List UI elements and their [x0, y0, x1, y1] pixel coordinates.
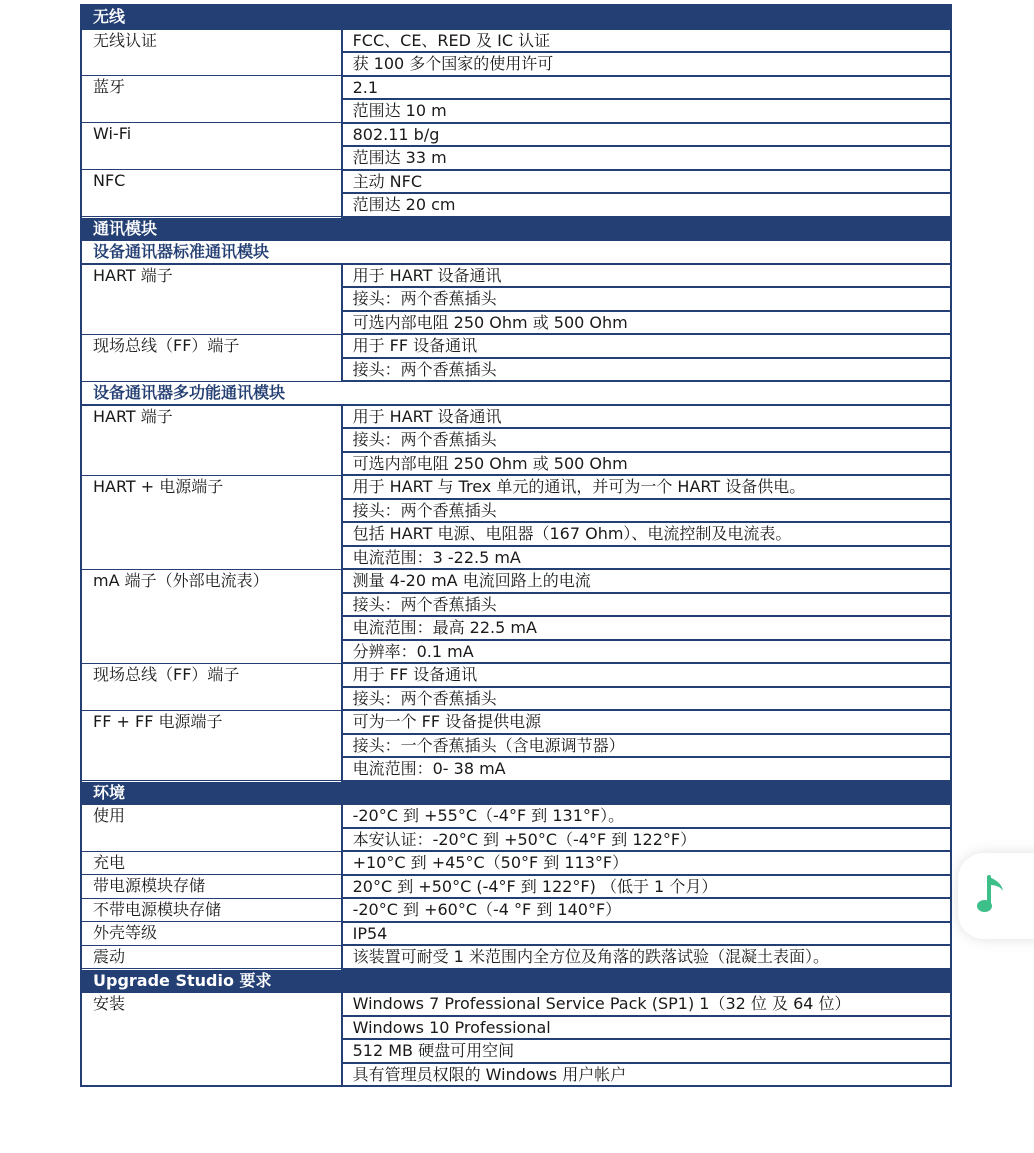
spec-value: 主动 NFC: [342, 170, 951, 194]
spec-row: [81, 804, 951, 828]
spec-value: 分辨率：0.1 mA: [342, 640, 951, 664]
spec-value: 用于 FF 设备通讯: [342, 334, 951, 358]
spec-value: 范围达 20 cm: [342, 193, 951, 217]
spec-value: Windows 10 Professional: [342, 1016, 951, 1040]
spec-value: 接头：两个香蕉插头: [342, 287, 951, 311]
spec-value: 接头：两个香蕉插头: [342, 593, 951, 617]
spec-label: 充电: [81, 851, 342, 875]
section-title: 无线: [81, 5, 951, 29]
section-header: [81, 217, 951, 241]
spec-label: 蓝牙: [81, 76, 342, 123]
spec-value: 本安认证：-20°C 到 +50°C（-4°F 到 122°F）: [342, 828, 951, 852]
spec-label: 安装: [81, 992, 342, 1086]
spec-value: 具有管理员权限的 Windows 用户帐户: [342, 1063, 951, 1087]
spec-row: [81, 29, 951, 53]
spec-value: 范围达 10 m: [342, 99, 951, 123]
spec-value: 获 100 多个国家的使用许可: [342, 52, 951, 76]
spec-value: -20°C 到 +55°C（-4°F 到 131°F）。: [342, 804, 951, 828]
spec-label: 无线认证: [81, 29, 342, 76]
spec-label: NFC: [81, 170, 342, 217]
spec-value: 范围达 33 m: [342, 146, 951, 170]
section-header: [81, 781, 951, 805]
spec-value: 接头：两个香蕉插头: [342, 499, 951, 523]
spec-value: 可为一个 FF 设备提供电源: [342, 710, 951, 734]
spec-row: [81, 405, 951, 429]
spec-label: HART + 电源端子: [81, 475, 342, 569]
spec-value: 该装置可耐受 1 米范围内全方位及角落的跌落试验（混凝土表面）。: [342, 945, 951, 969]
spec-row: [81, 123, 951, 147]
section-header: [81, 969, 951, 993]
spec-label: Wi-Fi: [81, 123, 342, 170]
spec-value: 802.11 b/g: [342, 123, 951, 147]
spec-value: 测量 4-20 mA 电流回路上的电流: [342, 569, 951, 593]
spec-value: IP54: [342, 922, 951, 946]
floating-music-button[interactable]: [958, 853, 1034, 939]
spec-value: 电流范围：3 -22.5 mA: [342, 546, 951, 570]
spec-row: [81, 334, 951, 358]
spec-label: 现场总线（FF）端子: [81, 334, 342, 381]
spec-value: 用于 FF 设备通讯: [342, 663, 951, 687]
spec-value: 电流范围：0- 38 mA: [342, 757, 951, 781]
spec-value: 用于 HART 设备通讯: [342, 264, 951, 288]
spec-value: 接头：两个香蕉插头: [342, 428, 951, 452]
spec-row: [81, 875, 951, 899]
spec-value: 512 MB 硬盘可用空间: [342, 1039, 951, 1063]
section-title: Upgrade Studio 要求: [81, 969, 951, 993]
spec-row: [81, 569, 951, 593]
spec-value: 2.1: [342, 76, 951, 100]
spec-row: [81, 922, 951, 946]
spec-row: [81, 475, 951, 499]
spec-label: HART 端子: [81, 405, 342, 476]
spec-row: [81, 898, 951, 922]
spec-label: FF + FF 电源端子: [81, 710, 342, 781]
spec-value: -20°C 到 +60°C（-4 °F 到 140°F）: [342, 898, 951, 922]
spec-label: HART 端子: [81, 264, 342, 335]
spec-label: 外壳等级: [81, 922, 342, 946]
spec-value: 20°C 到 +50°C (-4°F 到 122°F) （低于 1 个月）: [342, 875, 951, 899]
spec-label: 现场总线（FF）端子: [81, 663, 342, 710]
section-title: 通讯模块: [81, 217, 951, 241]
spec-table: [80, 4, 952, 1087]
spec-value: 可选内部电阻 250 Ohm 或 500 Ohm: [342, 311, 951, 335]
spec-value: 接头：一个香蕉插头（含电源调节器）: [342, 734, 951, 758]
spec-row: [81, 945, 951, 969]
spec-value: 用于 HART 与 Trex 单元的通讯，并可为一个 HART 设备供电。: [342, 475, 951, 499]
section-header: [81, 5, 951, 29]
spec-row: [81, 710, 951, 734]
spec-row: [81, 663, 951, 687]
subsection-header: [81, 381, 951, 405]
spec-value: 可选内部电阻 250 Ohm 或 500 Ohm: [342, 452, 951, 476]
spec-label: 震动: [81, 945, 342, 969]
spec-row: [81, 992, 951, 1016]
music-note-icon: [976, 873, 1010, 917]
spec-value: FCC、CE、RED 及 IC 认证: [342, 29, 951, 53]
spec-label: 不带电源模块存储: [81, 898, 342, 922]
spec-row: [81, 170, 951, 194]
spec-value: 接头：两个香蕉插头: [342, 687, 951, 711]
spec-value: +10°C 到 +45°C（50°F 到 113°F）: [342, 851, 951, 875]
section-title: 环境: [81, 781, 951, 805]
spec-value: 用于 HART 设备通讯: [342, 405, 951, 429]
subsection-title: 设备通讯器多功能通讯模块: [81, 381, 951, 405]
subsection-title: 设备通讯器标准通讯模块: [81, 240, 951, 264]
spec-value: 包括 HART 电源、电阻器（167 Ohm）、电流控制及电流表。: [342, 522, 951, 546]
spec-row: [81, 851, 951, 875]
subsection-header: [81, 240, 951, 264]
spec-row: [81, 264, 951, 288]
spec-label: 使用: [81, 804, 342, 851]
spec-value: 电流范围：最高 22.5 mA: [342, 616, 951, 640]
spec-label: mA 端子（外部电流表）: [81, 569, 342, 663]
spec-value: 接头：两个香蕉插头: [342, 358, 951, 382]
spec-table-body: [81, 5, 951, 1086]
spec-value: Windows 7 Professional Service Pack (SP1) 1（32 位 及 64 位）: [342, 992, 951, 1016]
spec-row: [81, 76, 951, 100]
spec-label: 带电源模块存储: [81, 875, 342, 899]
